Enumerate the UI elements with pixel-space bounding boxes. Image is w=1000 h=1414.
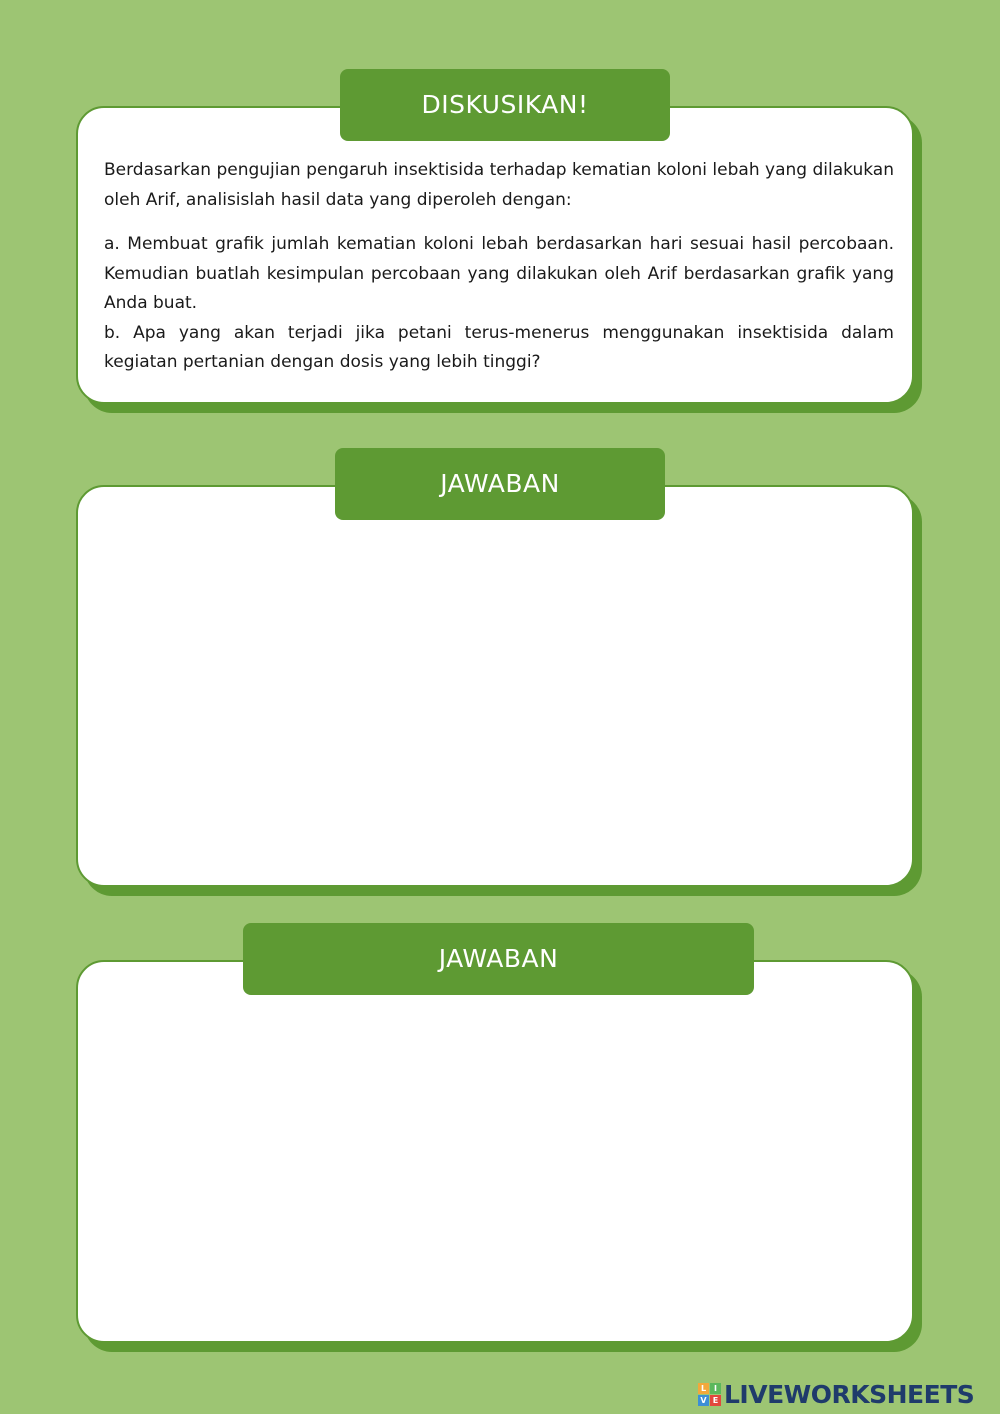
answer-box-b[interactable]	[76, 960, 914, 1343]
logo-mark-letter: V	[698, 1395, 709, 1406]
discussion-text	[104, 156, 894, 378]
discussion-title: DISKUSIKAN!	[340, 69, 670, 141]
logo-mark-letter: E	[710, 1395, 721, 1406]
discussion-intro: Berdasarkan pengujian pengaruh insektisida terhadap kematian koloni lebah yang dilakukan oleh Arif, analisislah hasil data yang diperoleh dengan:	[104, 160, 894, 210]
answer-title-b: JAWABAN	[243, 923, 754, 995]
question-a: a. Membuat grafik jumlah kematian koloni lebah berdasarkan hari sesuai hasil percobaan. Kemudian buatlah kesimpulan percobaan yang dilakukan oleh Arif berdasarkan grafik yang Anda buat.	[104, 234, 894, 313]
liveworksheets-logo-text: LIVEWORKSHEETS	[724, 1379, 975, 1409]
question-b: b. Apa yang akan terjadi jika petani terus-menerus menggunakan insektisida dalam kegiatan pertanian dengan dosis yang lebih tinggi?	[104, 322, 894, 372]
liveworksheets-logo	[698, 1378, 974, 1410]
logo-mark-letter: L	[698, 1383, 709, 1394]
answer-title-a: JAWABAN	[335, 448, 665, 520]
logo-mark-letter: I	[710, 1383, 721, 1394]
liveworksheets-logo-icon	[698, 1383, 721, 1406]
answer-box-a[interactable]	[76, 485, 914, 887]
